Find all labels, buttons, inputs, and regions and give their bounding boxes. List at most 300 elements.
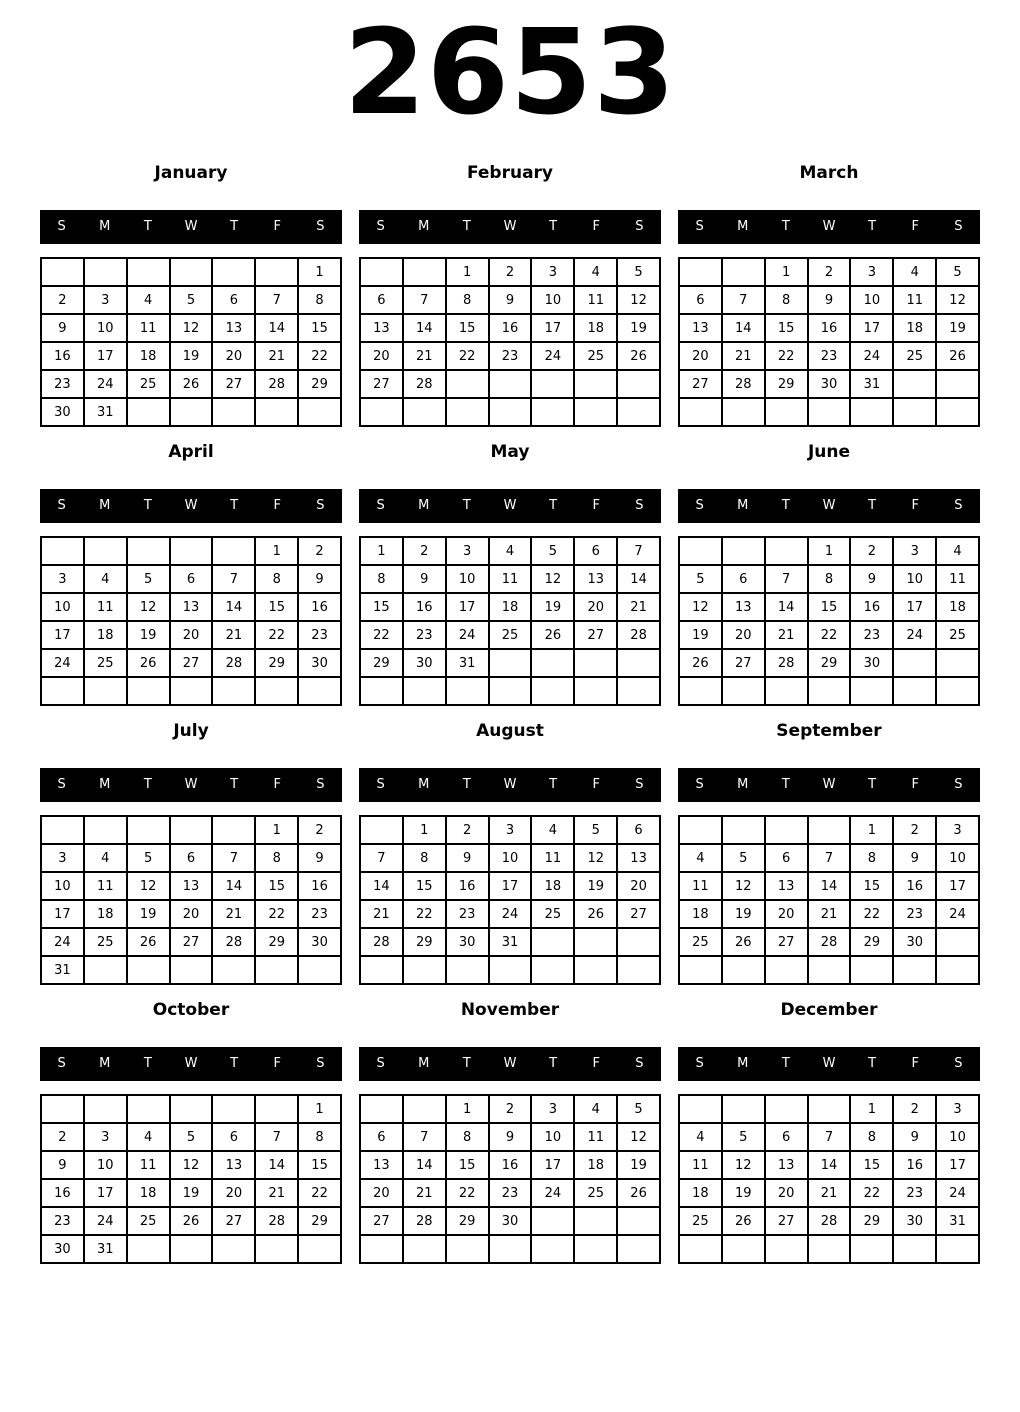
empty-day-cell <box>722 258 765 286</box>
day-cell: 27 <box>765 1207 808 1235</box>
day-cell: 29 <box>808 649 851 677</box>
day-cell: 4 <box>84 844 127 872</box>
day-of-week-label: S <box>954 498 963 513</box>
day-cell: 2 <box>41 286 84 314</box>
day-of-week-label: T <box>781 498 790 513</box>
day-cell: 26 <box>574 900 617 928</box>
empty-day-cell <box>84 677 127 705</box>
day-cell: 11 <box>893 286 936 314</box>
day-cell: 11 <box>679 872 722 900</box>
day-cell: 23 <box>489 342 532 370</box>
day-cell: 24 <box>936 1179 979 1207</box>
day-of-week-label: S <box>316 1056 325 1071</box>
day-cell: 29 <box>298 1207 341 1235</box>
day-cell: 22 <box>808 621 851 649</box>
day-cell: 27 <box>360 1207 403 1235</box>
empty-day-cell <box>808 816 851 844</box>
day-cell: 24 <box>936 900 979 928</box>
day-cell: 23 <box>41 1207 84 1235</box>
day-cell: 8 <box>446 1123 489 1151</box>
empty-day-cell <box>808 398 851 426</box>
day-cell: 21 <box>255 342 298 370</box>
day-cell: 3 <box>446 537 489 565</box>
day-cell: 16 <box>893 1151 936 1179</box>
day-of-week-label: S <box>635 498 644 513</box>
day-of-week-label: W <box>822 498 836 513</box>
day-cell: 23 <box>403 621 446 649</box>
day-cell: 7 <box>255 1123 298 1151</box>
day-cell: 27 <box>212 1207 255 1235</box>
empty-day-cell <box>765 816 808 844</box>
empty-day-cell <box>765 537 808 565</box>
day-cell: 27 <box>170 928 213 956</box>
day-cell: 2 <box>298 537 341 565</box>
empty-day-cell <box>212 816 255 844</box>
day-cell: 9 <box>298 565 341 593</box>
day-cell: 26 <box>679 649 722 677</box>
day-cell: 5 <box>170 1123 213 1151</box>
month-block <box>40 720 342 985</box>
day-cell: 6 <box>212 1123 255 1151</box>
day-cell: 14 <box>360 872 403 900</box>
day-cell: 10 <box>446 565 489 593</box>
day-cell: 11 <box>936 565 979 593</box>
day-cell: 14 <box>403 314 446 342</box>
day-cell: 30 <box>298 928 341 956</box>
day-cell: 17 <box>41 621 84 649</box>
empty-day-cell <box>360 1235 403 1263</box>
day-cell: 16 <box>41 1179 84 1207</box>
day-cell: 14 <box>255 314 298 342</box>
empty-day-cell <box>84 1095 127 1123</box>
empty-day-cell <box>722 816 765 844</box>
day-cell: 2 <box>893 816 936 844</box>
day-cell: 3 <box>936 816 979 844</box>
day-cell: 20 <box>170 621 213 649</box>
day-cell: 5 <box>722 844 765 872</box>
day-cell: 4 <box>127 286 170 314</box>
empty-day-cell <box>255 258 298 286</box>
day-of-week-label: T <box>781 1056 790 1071</box>
day-cell: 12 <box>170 314 213 342</box>
day-cell: 21 <box>808 900 851 928</box>
month-title: January <box>154 163 228 183</box>
day-cell: 26 <box>617 342 660 370</box>
day-of-week-label: S <box>316 219 325 234</box>
month-block <box>359 441 661 706</box>
day-cell: 4 <box>679 844 722 872</box>
month-block <box>359 720 661 985</box>
empty-day-cell <box>84 816 127 844</box>
day-cell: 15 <box>850 872 893 900</box>
day-cell: 10 <box>936 844 979 872</box>
empty-day-cell <box>850 1235 893 1263</box>
day-cell: 2 <box>41 1123 84 1151</box>
day-cell: 14 <box>212 593 255 621</box>
day-of-week-label: T <box>143 498 152 513</box>
empty-day-cell <box>531 956 574 984</box>
day-cell: 25 <box>84 928 127 956</box>
day-of-week-label: F <box>911 498 920 513</box>
day-header-row <box>40 489 342 523</box>
day-cell: 6 <box>170 844 213 872</box>
day-cell: 7 <box>360 844 403 872</box>
month-block <box>678 162 980 427</box>
day-cell: 16 <box>298 593 341 621</box>
day-cell: 4 <box>893 258 936 286</box>
day-cell: 27 <box>212 370 255 398</box>
empty-day-cell <box>41 537 84 565</box>
empty-day-cell <box>531 398 574 426</box>
day-cell: 22 <box>850 900 893 928</box>
day-cell: 22 <box>360 621 403 649</box>
day-cell: 4 <box>679 1123 722 1151</box>
empty-day-cell <box>360 398 403 426</box>
day-cell: 20 <box>212 1179 255 1207</box>
day-of-week-label: F <box>592 219 601 234</box>
day-of-week-label: T <box>868 498 877 513</box>
day-cell: 19 <box>722 900 765 928</box>
empty-day-cell <box>679 258 722 286</box>
day-cell: 28 <box>212 928 255 956</box>
day-cell: 4 <box>574 258 617 286</box>
day-cell: 9 <box>41 314 84 342</box>
day-of-week-label: T <box>868 1056 877 1071</box>
day-of-week-label: T <box>143 1056 152 1071</box>
day-cell: 28 <box>255 370 298 398</box>
empty-day-cell <box>808 956 851 984</box>
empty-day-cell <box>936 956 979 984</box>
empty-day-cell <box>170 1095 213 1123</box>
day-of-week-label: S <box>376 1056 385 1071</box>
month-block <box>678 441 980 706</box>
month-block <box>40 999 342 1264</box>
empty-day-cell <box>84 956 127 984</box>
day-of-week-label: F <box>592 777 601 792</box>
day-of-week-label: T <box>230 498 239 513</box>
empty-day-cell <box>170 956 213 984</box>
day-cell: 6 <box>722 565 765 593</box>
day-cell: 17 <box>489 872 532 900</box>
day-cell: 12 <box>722 1151 765 1179</box>
day-cell: 14 <box>403 1151 446 1179</box>
empty-day-cell <box>531 928 574 956</box>
day-cell: 5 <box>127 844 170 872</box>
day-of-week-label: S <box>316 777 325 792</box>
empty-day-cell <box>936 928 979 956</box>
empty-day-cell <box>617 677 660 705</box>
day-cell: 6 <box>360 286 403 314</box>
empty-day-cell <box>531 370 574 398</box>
month-grid <box>359 1094 661 1264</box>
day-of-week-label: W <box>184 219 198 234</box>
day-of-week-label: S <box>954 777 963 792</box>
empty-day-cell <box>170 258 213 286</box>
empty-day-cell <box>360 956 403 984</box>
day-cell: 17 <box>84 1179 127 1207</box>
day-cell: 7 <box>765 565 808 593</box>
empty-day-cell <box>489 398 532 426</box>
empty-day-cell <box>255 1235 298 1263</box>
empty-day-cell <box>446 370 489 398</box>
day-header-row <box>40 1047 342 1081</box>
day-cell: 5 <box>617 258 660 286</box>
day-of-week-label: S <box>635 777 644 792</box>
day-cell: 11 <box>574 1123 617 1151</box>
day-cell: 21 <box>212 621 255 649</box>
empty-day-cell <box>127 816 170 844</box>
day-cell: 20 <box>212 342 255 370</box>
day-cell: 12 <box>722 872 765 900</box>
day-of-week-label: F <box>273 498 282 513</box>
day-cell: 13 <box>617 844 660 872</box>
day-cell: 1 <box>298 258 341 286</box>
day-cell: 20 <box>722 621 765 649</box>
day-cell: 11 <box>84 872 127 900</box>
day-cell: 1 <box>446 1095 489 1123</box>
month-grid <box>678 1094 980 1264</box>
day-cell: 16 <box>893 872 936 900</box>
day-cell: 25 <box>531 900 574 928</box>
day-cell: 21 <box>360 900 403 928</box>
day-cell: 30 <box>808 370 851 398</box>
day-of-week-label: T <box>868 219 877 234</box>
day-cell: 27 <box>722 649 765 677</box>
day-cell: 4 <box>936 537 979 565</box>
day-of-week-label: T <box>462 777 471 792</box>
empty-day-cell <box>360 1095 403 1123</box>
day-cell: 6 <box>360 1123 403 1151</box>
empty-day-cell <box>298 398 341 426</box>
day-cell: 24 <box>850 342 893 370</box>
day-header-row <box>359 768 661 802</box>
day-cell: 21 <box>212 900 255 928</box>
day-cell: 7 <box>808 844 851 872</box>
empty-day-cell <box>84 258 127 286</box>
day-cell: 12 <box>127 593 170 621</box>
day-header-row <box>678 1047 980 1081</box>
day-cell: 16 <box>446 872 489 900</box>
day-cell: 19 <box>617 314 660 342</box>
day-cell: 27 <box>765 928 808 956</box>
day-cell: 18 <box>936 593 979 621</box>
day-cell: 2 <box>403 537 446 565</box>
empty-day-cell <box>765 677 808 705</box>
day-cell: 13 <box>722 593 765 621</box>
day-cell: 25 <box>127 1207 170 1235</box>
empty-day-cell <box>446 398 489 426</box>
empty-day-cell <box>722 537 765 565</box>
day-cell: 22 <box>850 1179 893 1207</box>
month-title: March <box>799 163 859 183</box>
empty-day-cell <box>936 649 979 677</box>
day-cell: 11 <box>127 314 170 342</box>
day-cell: 30 <box>41 398 84 426</box>
day-cell: 24 <box>446 621 489 649</box>
day-cell: 14 <box>808 872 851 900</box>
day-cell: 9 <box>41 1151 84 1179</box>
day-cell: 28 <box>722 370 765 398</box>
day-cell: 23 <box>808 342 851 370</box>
day-header-row <box>359 1047 661 1081</box>
empty-day-cell <box>574 1207 617 1235</box>
day-cell: 29 <box>850 928 893 956</box>
day-of-week-label: T <box>143 219 152 234</box>
day-cell: 9 <box>298 844 341 872</box>
day-cell: 8 <box>298 1123 341 1151</box>
empty-day-cell <box>170 1235 213 1263</box>
day-cell: 23 <box>893 900 936 928</box>
day-cell: 9 <box>446 844 489 872</box>
month-grid <box>40 536 342 706</box>
day-cell: 17 <box>850 314 893 342</box>
day-cell: 3 <box>41 844 84 872</box>
day-cell: 28 <box>617 621 660 649</box>
day-cell: 21 <box>255 1179 298 1207</box>
empty-day-cell <box>893 956 936 984</box>
day-cell: 28 <box>765 649 808 677</box>
day-cell: 26 <box>617 1179 660 1207</box>
empty-day-cell <box>212 1095 255 1123</box>
day-cell: 25 <box>127 370 170 398</box>
day-cell: 12 <box>531 565 574 593</box>
day-cell: 14 <box>617 565 660 593</box>
day-cell: 29 <box>850 1207 893 1235</box>
day-of-week-label: M <box>737 1056 749 1071</box>
day-cell: 22 <box>446 342 489 370</box>
day-of-week-label: W <box>503 1056 517 1071</box>
month-title: September <box>776 721 882 741</box>
day-cell: 22 <box>255 900 298 928</box>
day-of-week-label: M <box>418 219 430 234</box>
month-title: February <box>466 163 554 183</box>
day-cell: 1 <box>255 537 298 565</box>
day-cell: 10 <box>84 314 127 342</box>
empty-day-cell <box>936 370 979 398</box>
day-cell: 13 <box>360 1151 403 1179</box>
day-cell: 10 <box>531 1123 574 1151</box>
day-cell: 28 <box>808 928 851 956</box>
empty-day-cell <box>41 258 84 286</box>
day-cell: 15 <box>360 593 403 621</box>
day-cell: 11 <box>127 1151 170 1179</box>
day-cell: 29 <box>255 649 298 677</box>
day-of-week-label: W <box>184 498 198 513</box>
day-of-week-label: S <box>316 498 325 513</box>
day-of-week-label: T <box>462 219 471 234</box>
day-cell: 1 <box>298 1095 341 1123</box>
empty-day-cell <box>722 956 765 984</box>
day-cell: 30 <box>893 1207 936 1235</box>
month-block <box>678 720 980 985</box>
day-cell: 2 <box>446 816 489 844</box>
day-cell: 19 <box>936 314 979 342</box>
day-cell: 3 <box>84 1123 127 1151</box>
empty-day-cell <box>765 956 808 984</box>
day-cell: 17 <box>446 593 489 621</box>
day-cell: 13 <box>574 565 617 593</box>
month-block <box>678 999 980 1264</box>
day-cell: 12 <box>574 844 617 872</box>
empty-day-cell <box>170 816 213 844</box>
empty-day-cell <box>41 816 84 844</box>
day-cell: 2 <box>808 258 851 286</box>
empty-day-cell <box>403 398 446 426</box>
empty-day-cell <box>127 1235 170 1263</box>
day-of-week-label: S <box>57 219 66 234</box>
day-cell: 7 <box>808 1123 851 1151</box>
day-cell: 28 <box>212 649 255 677</box>
calendar-grid <box>0 132 1020 1264</box>
day-cell: 9 <box>403 565 446 593</box>
day-cell: 7 <box>212 565 255 593</box>
day-cell: 4 <box>531 816 574 844</box>
day-cell: 24 <box>531 342 574 370</box>
day-cell: 9 <box>808 286 851 314</box>
day-cell: 4 <box>489 537 532 565</box>
day-of-week-label: T <box>549 219 558 234</box>
empty-day-cell <box>936 677 979 705</box>
year-title: 2653 <box>343 3 677 141</box>
empty-day-cell <box>936 1235 979 1263</box>
empty-day-cell <box>765 398 808 426</box>
empty-day-cell <box>212 258 255 286</box>
day-cell: 5 <box>574 816 617 844</box>
day-of-week-label: F <box>273 1056 282 1071</box>
day-of-week-label: T <box>230 777 239 792</box>
day-cell: 23 <box>298 621 341 649</box>
day-cell: 22 <box>403 900 446 928</box>
day-cell: 21 <box>722 342 765 370</box>
day-of-week-label: F <box>911 219 920 234</box>
month-block <box>40 162 342 427</box>
empty-day-cell <box>255 677 298 705</box>
empty-day-cell <box>679 816 722 844</box>
day-cell: 11 <box>574 286 617 314</box>
day-cell: 25 <box>936 621 979 649</box>
day-cell: 3 <box>489 816 532 844</box>
month-title: December <box>780 1000 878 1020</box>
day-cell: 20 <box>360 342 403 370</box>
empty-day-cell <box>41 677 84 705</box>
day-cell: 7 <box>722 286 765 314</box>
day-cell: 16 <box>298 872 341 900</box>
empty-day-cell <box>403 956 446 984</box>
day-cell: 11 <box>489 565 532 593</box>
empty-day-cell <box>360 258 403 286</box>
day-of-week-label: M <box>99 777 111 792</box>
empty-day-cell <box>41 1095 84 1123</box>
day-cell: 11 <box>84 593 127 621</box>
month-grid <box>40 1094 342 1264</box>
day-cell: 27 <box>360 370 403 398</box>
empty-day-cell <box>255 398 298 426</box>
empty-day-cell <box>127 677 170 705</box>
empty-day-cell <box>722 677 765 705</box>
day-of-week-label: W <box>822 219 836 234</box>
empty-day-cell <box>489 1235 532 1263</box>
empty-day-cell <box>850 398 893 426</box>
day-cell: 13 <box>765 872 808 900</box>
day-of-week-label: M <box>418 1056 430 1071</box>
day-cell: 26 <box>722 1207 765 1235</box>
day-of-week-label: F <box>592 498 601 513</box>
day-cell: 1 <box>850 1095 893 1123</box>
empty-day-cell <box>850 677 893 705</box>
day-cell: 21 <box>765 621 808 649</box>
day-cell: 5 <box>531 537 574 565</box>
day-cell: 18 <box>574 1151 617 1179</box>
